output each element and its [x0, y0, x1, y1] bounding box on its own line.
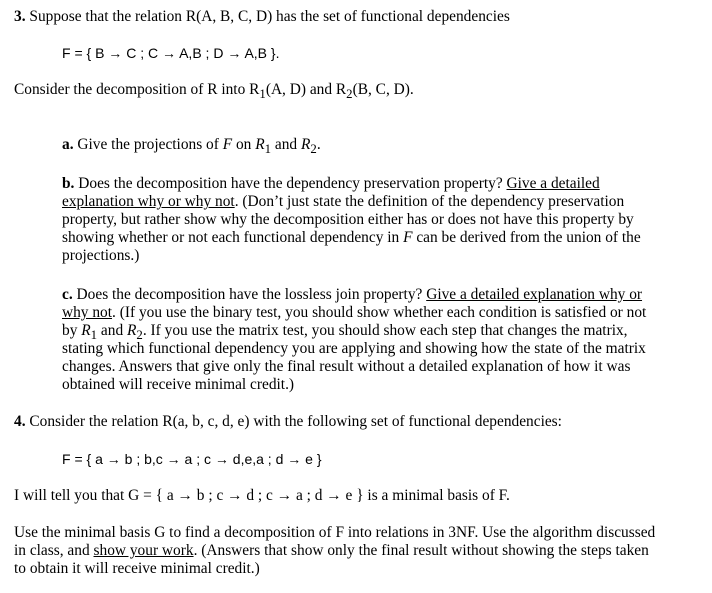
- q3-heading: [14, 8, 510, 26]
- q3-number: 3.: [14, 8, 26, 25]
- part-b-label: b.: [62, 175, 75, 192]
- q4-task: [14, 524, 692, 578]
- q4-number: 4.: [14, 413, 26, 430]
- part-c-line-2: why not. (If you use the binary test, you should show whether each condition is satisfied or not: [62, 304, 647, 321]
- part-c-line-3: by $R_1$ and $R_2$. If you use the matrix test, you should show each step that changes the matrix,: [62, 322, 628, 343]
- part-b-line-3: property, but rather show why the decomposition either has or does not have this property by: [62, 211, 634, 228]
- part-b-line-5: projections.): [62, 247, 140, 264]
- q4-fd-set: F = { a → b ; b,c → a ; c → d,e,a ; d → e }: [62, 451, 322, 467]
- part-c-line-6: obtained will receive minimal credit.): [62, 376, 295, 393]
- q3-fd-set: F = { B → C ; C → A,B ; D → A,B }.: [62, 45, 280, 61]
- subscript-2: 2: [346, 87, 353, 102]
- q4-intro: Consider the relation R(a, b, c, d, e) with the following set of functional dependencies:: [29, 413, 562, 430]
- q4-task-line-1: Use the minimal basis G to find a decomposition of F into relations in 3NF. Use the algorithm discussed: [14, 524, 656, 541]
- part-c-line-1: c. Does the decomposition have the lossless join property? Give a detailed explanation why or: [62, 286, 643, 303]
- part-b-line-1: b. Does the decomposition have the dependency preservation property? Give a detailed: [62, 175, 600, 192]
- part-a-label: a.: [62, 136, 74, 153]
- part-b-line-2: explanation why or why not. (Don’t just state the definition of the dependency preservation: [62, 193, 625, 210]
- q3-decomposition: Consider the decomposition of R into $R_1(A$, D) and $R_2(B$, C, D).: [14, 81, 414, 102]
- part-c-label: c.: [62, 286, 73, 303]
- subscript-1: 1: [259, 87, 266, 102]
- q3-intro: Suppose that the relation R(A, B, C, D) has the set of functional dependencies: [29, 8, 510, 25]
- q4-heading: [14, 413, 562, 431]
- q4-minimal-basis: I will tell you that G = { a → b ; c → d ; c → a ; d → e } is a minimal basis of F.: [14, 487, 510, 504]
- q3-part-c: [62, 286, 672, 394]
- part-c-line-4: stating which functional dependency you are applying and showing how the state of the matrix: [62, 340, 646, 357]
- q4-task-line-2: in class, and show your work. (Answers that show only the final result without showing the steps taken: [14, 542, 649, 559]
- part-b-line-4: showing whether or not each functional dependency in F can be derived from the union of the: [62, 229, 641, 246]
- q3-part-b: [62, 175, 672, 265]
- part-c-line-5: changes. Answers that give only the final result without a detailed explanation of how it was: [62, 358, 631, 375]
- q4-task-line-3: to obtain it will receive minimal credit.): [14, 560, 260, 577]
- q3-part-a: a. Give the projections of F on $R_1$ and $R_2$.: [62, 136, 321, 157]
